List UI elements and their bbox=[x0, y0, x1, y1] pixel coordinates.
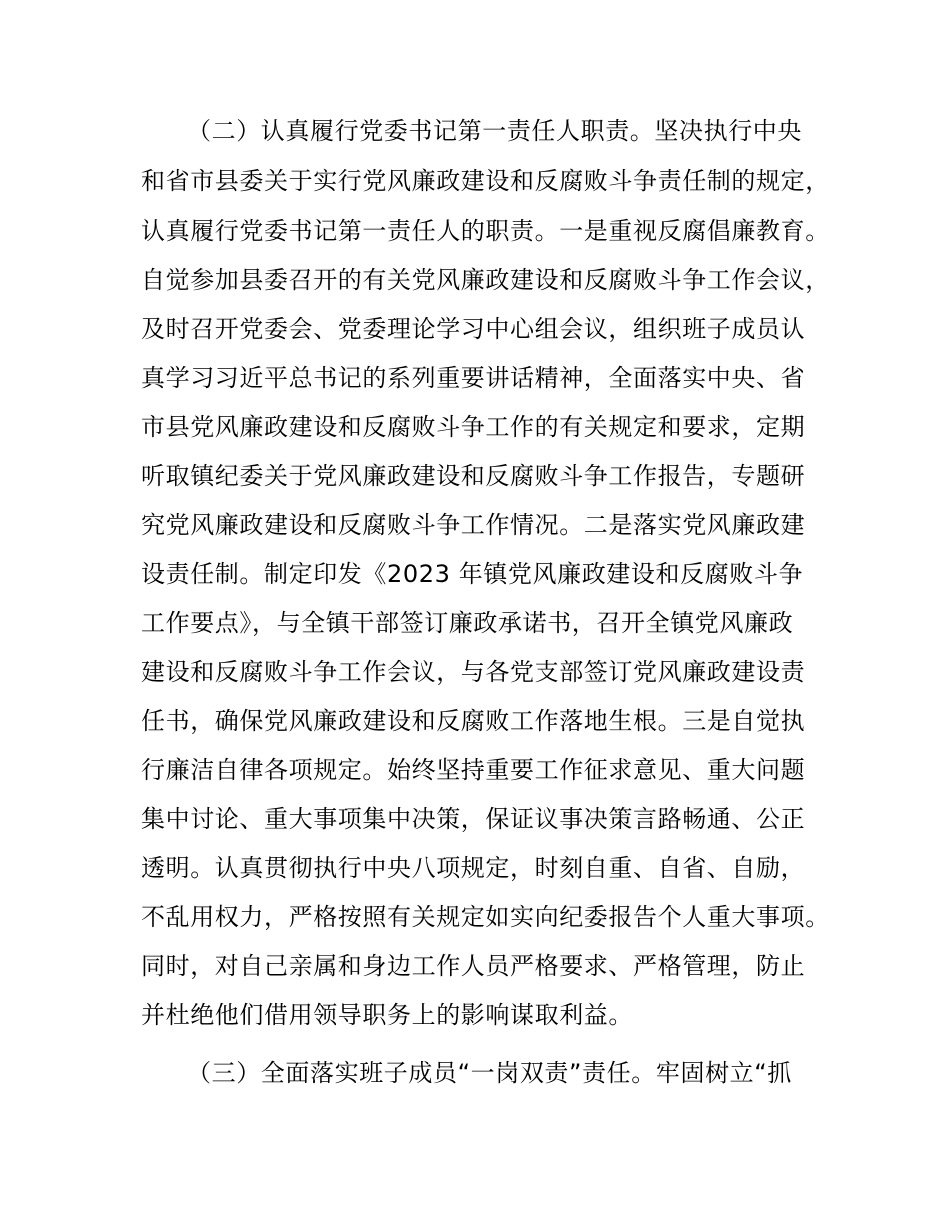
paragraph-line: 集中讨论、重大事项集中决策，保证议事决策言路畅通、公正 bbox=[141, 805, 806, 833]
paragraph-line: 同时，对自己亲属和身边工作人员严格要求、严格管理，防止 bbox=[141, 952, 806, 980]
paragraph-line: 听取镇纪委关于党风廉政建设和反腐败斗争工作报告，专题研 bbox=[141, 462, 806, 490]
paragraph-line: 真学习习近平总书记的系列重要讲话精神，全面落实中央、省 bbox=[141, 364, 806, 392]
paragraph-line: 工作要点》，与全镇干部签订廉政承诺书，召开全镇党风廉政 bbox=[141, 609, 794, 637]
paragraph-line: 认真履行党委书记第一责任人的职责。一是重视反腐倡廉教育。 bbox=[141, 217, 830, 245]
paragraph-line: （二）认真履行党委书记第一责任人职责。坚决执行中央 bbox=[187, 117, 802, 145]
paragraph-line: 究党风廉政建设和反腐败斗争工作情况。二是落实党风廉政建 bbox=[141, 511, 806, 539]
paragraph-line: 不乱用权力，严格按照有关规定如实向纪委报告个人重大事项。 bbox=[141, 903, 830, 931]
paragraph-line: 市县党风廉政建设和反腐败斗争工作的有关规定和要求，定期 bbox=[141, 413, 806, 441]
paragraph-line: 设责任制。制定印发《2023 年镇党风廉政建设和反腐败斗争 bbox=[141, 560, 804, 588]
paragraph-line: 透明。认真贯彻执行中央八项规定，时刻自重、自省、自励， bbox=[141, 854, 806, 882]
paragraph-line: 和省市县委关于实行党风廉政建设和反腐败斗争责任制的规定， bbox=[141, 167, 830, 195]
paragraph-line: 及时召开党委会、党委理论学习中心组会议，组织班子成员认 bbox=[141, 315, 806, 343]
paragraph-line: （三）全面落实班子成员“一岗双责”责任。牢固树立“抓 bbox=[187, 1059, 792, 1087]
paragraph-line: 建设和反腐败斗争工作会议，与各党支部签订党风廉政建设责 bbox=[141, 658, 806, 686]
paragraph-line: 任书，确保党风廉政建设和反腐败工作落地生根。三是自觉执 bbox=[141, 707, 806, 735]
paragraph-line: 自觉参加县委召开的有关党风廉政建设和反腐败斗争工作会议， bbox=[141, 266, 830, 294]
paragraph-line: 行廉洁自律各项规定。始终坚持重要工作征求意见、重大问题 bbox=[141, 756, 806, 784]
paragraph-line: 并杜绝他们借用领导职务上的影响谋取利益。 bbox=[141, 1001, 633, 1029]
